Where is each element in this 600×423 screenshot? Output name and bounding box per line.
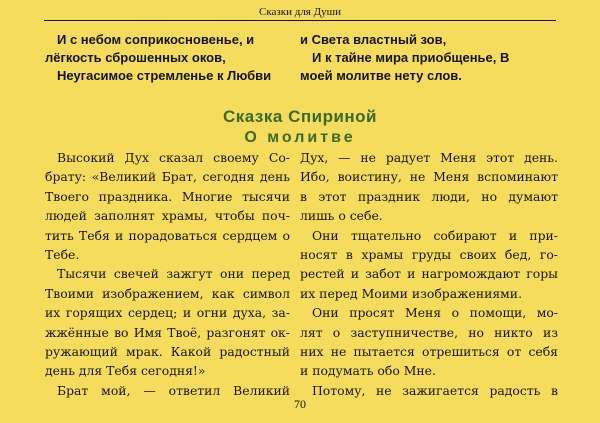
verse-line: И к тайне мира приобщенье, В bbox=[312, 50, 510, 65]
body-line: Они тщательно собирают и при- bbox=[312, 227, 558, 243]
body-line: тить Тебя и порадоваться сердцем о bbox=[45, 227, 290, 243]
body-line: день для Тебя сегодня!» bbox=[45, 363, 206, 379]
verse-line: моей молитве нету слов. bbox=[300, 68, 462, 83]
body-line: лишь о себе. bbox=[300, 208, 383, 224]
body-line: Твоими изображением, как символ bbox=[45, 285, 290, 301]
body-line: брату: «Великий Брат, сегодня день bbox=[45, 169, 290, 185]
verse-line: и Света властный зов, bbox=[300, 32, 447, 47]
body-line: лят о заступничестве, но никто из bbox=[300, 324, 558, 340]
body-line: Тысячи свечей зажгут они перед bbox=[57, 266, 290, 282]
verse-line: лёгкость сброшенных оков, bbox=[45, 50, 226, 65]
verse-right-column bbox=[300, 31, 550, 85]
body-line: Потому, не зажигается радость в bbox=[312, 382, 558, 398]
body-line: людей заполнят храмы, чтобы поч- bbox=[45, 208, 290, 224]
body-line: рестей и забот и нагромождают горы bbox=[300, 266, 558, 282]
body-line: Тебе. bbox=[45, 246, 80, 262]
body-line: и подумать обо Мне. bbox=[300, 363, 436, 379]
body-line: Они просят Меня о помощи, мо- bbox=[312, 305, 558, 321]
page-number: 70 bbox=[294, 397, 306, 411]
verse-line: И с небом соприкосновенье, и bbox=[57, 32, 255, 47]
story-subtitle: О молитве bbox=[244, 129, 356, 146]
body-line: Ибо, воистину, не Меня вспоминают bbox=[300, 169, 558, 185]
body-line: Высокий Дух сказал своему Со- bbox=[57, 150, 290, 165]
body-line: их перед Моими изображениями. bbox=[300, 285, 523, 301]
body-line: жжённые во Имя Твоё, разгонят ок- bbox=[45, 324, 290, 340]
body-left-column bbox=[45, 148, 290, 400]
running-header: Сказки для Души bbox=[259, 6, 341, 18]
story-title: Сказка Спириной bbox=[222, 107, 378, 126]
header-rule bbox=[44, 20, 556, 21]
verse-line: Неугасимое стремленье к Любви bbox=[57, 68, 272, 83]
body-line: ружающий мрак. Какой радостный bbox=[45, 343, 290, 359]
body-line: Брат мой, — ответил Великий bbox=[57, 382, 290, 398]
body-line: Твоего праздника. Многие тысячи bbox=[45, 188, 290, 204]
verse-left-column bbox=[45, 31, 295, 85]
body-line: Дух, — не радует Меня этот день. bbox=[300, 150, 558, 165]
body-right-column bbox=[300, 148, 558, 400]
body-line: них не пытается отрешиться от себя bbox=[300, 343, 558, 359]
body-line: носят в храмы груды своих бед, го- bbox=[300, 246, 558, 262]
story-heading bbox=[44, 107, 556, 148]
body-line: их горящих сердец; и огни духа, за- bbox=[45, 305, 290, 321]
body-line: в этот праздник люди, но думают bbox=[300, 188, 558, 204]
